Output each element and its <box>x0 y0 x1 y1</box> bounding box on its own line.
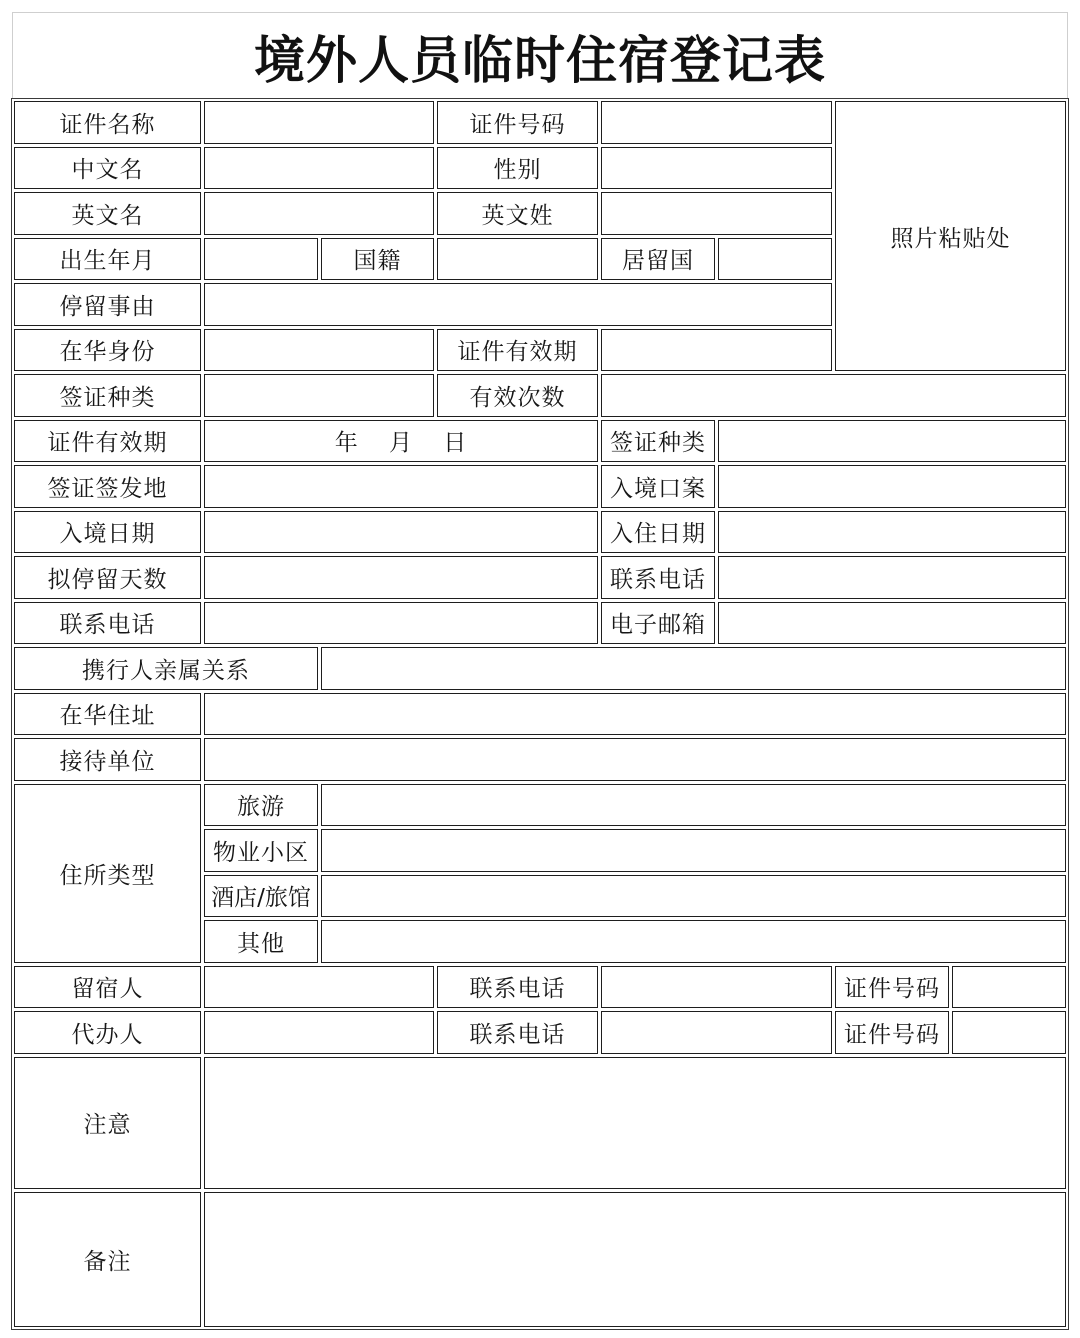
agent-field <box>204 1011 434 1054</box>
label-email: 电子邮箱 <box>601 602 715 645</box>
host-phone-field <box>601 966 832 1009</box>
title-box <box>12 12 1068 98</box>
id-number-field <box>601 101 832 144</box>
label-valid-entries: 有效次数 <box>437 374 598 417</box>
label-visa-issue-place: 签证签发地 <box>14 465 201 508</box>
nationality-field <box>437 238 598 281</box>
entry-date-field <box>204 511 598 554</box>
english-surname-field <box>601 192 832 235</box>
label-entry-date: 入境日期 <box>14 511 201 554</box>
label-id-number: 证件号码 <box>437 101 598 144</box>
registration-grid <box>14 101 1066 1327</box>
label-host-phone: 联系电话 <box>437 966 598 1009</box>
label-document-validity: 证件有效期 <box>14 420 201 463</box>
english-given-name-field <box>204 192 434 235</box>
birth-date-field <box>204 238 318 281</box>
date-format-text: 年 月 日 <box>334 430 468 457</box>
document-validity-date-field <box>204 420 598 463</box>
entry-port-field <box>718 465 1066 508</box>
label-nationality: 国籍 <box>321 238 434 281</box>
visa-issue-place-field <box>204 465 598 508</box>
option-other: 其他 <box>204 920 318 963</box>
checkin-date-field <box>718 511 1066 554</box>
label-agent-id-number: 证件号码 <box>835 1011 949 1054</box>
label-address-in-china: 在华住址 <box>14 693 201 736</box>
contact-phone-field <box>718 556 1066 599</box>
id-validity-field <box>601 329 832 372</box>
label-notice: 注意 <box>14 1057 201 1189</box>
label-id-validity: 证件有效期 <box>437 329 598 372</box>
label-contact-phone: 联系电话 <box>601 556 715 599</box>
label-remarks: 备注 <box>14 1192 201 1327</box>
chinese-name-field <box>204 147 434 190</box>
label-accommodation-type: 住所类型 <box>14 784 201 963</box>
address-in-china-field <box>204 693 1066 736</box>
label-status-in-china: 在华身份 <box>14 329 201 372</box>
label-checkin-date: 入住日期 <box>601 511 715 554</box>
valid-entries-field <box>601 374 1066 417</box>
label-visa-type: 签证种类 <box>14 374 201 417</box>
label-agent: 代办人 <box>14 1011 201 1054</box>
label-host-id-number: 证件号码 <box>835 966 949 1009</box>
label-agent-phone: 联系电话 <box>437 1011 598 1054</box>
host-field <box>204 966 434 1009</box>
label-chinese-name: 中文名 <box>14 147 201 190</box>
label-visa-category: 签证种类 <box>601 420 715 463</box>
label-gender: 性别 <box>437 147 598 190</box>
remarks-field <box>204 1192 1066 1327</box>
visa-category-field <box>718 420 1066 463</box>
label-stay-reason: 停留事由 <box>14 283 201 326</box>
label-planned-stay-days: 拟停留天数 <box>14 556 201 599</box>
label-host-unit: 接待单位 <box>14 738 201 781</box>
stay-reason-field <box>204 283 832 326</box>
planned-stay-days-field <box>204 556 598 599</box>
label-host: 留宿人 <box>14 966 201 1009</box>
residence-country-field <box>718 238 832 281</box>
option-hotel: 酒店/旅馆 <box>204 875 318 918</box>
form-title: 境外人员临时住宿登记表 <box>253 31 826 91</box>
label-residence-country: 居留国 <box>601 238 715 281</box>
agent-phone-field <box>601 1011 832 1054</box>
option-tourism: 旅游 <box>204 784 318 827</box>
label-entry-port: 入境口案 <box>601 465 715 508</box>
host-unit-field <box>204 738 1066 781</box>
label-birth-date: 出生年月 <box>14 238 201 281</box>
contact-phone-2-field <box>204 602 598 645</box>
companion-relation-field <box>321 647 1066 690</box>
other-field <box>321 920 1066 963</box>
property-community-field <box>321 829 1066 872</box>
visa-type-field <box>204 374 434 417</box>
id-type-field <box>204 101 434 144</box>
tourism-field <box>321 784 1066 827</box>
label-english-given-name: 英文名 <box>14 192 201 235</box>
label-english-surname: 英文姓 <box>437 192 598 235</box>
gender-field <box>601 147 832 190</box>
registration-table <box>11 98 1069 1330</box>
host-id-number-field <box>952 966 1066 1009</box>
agent-id-number-field <box>952 1011 1066 1054</box>
status-in-china-field <box>204 329 434 372</box>
label-companion-relation: 携行人亲属关系 <box>14 647 318 690</box>
label-id-type: 证件名称 <box>14 101 201 144</box>
label-contact-phone-2: 联系电话 <box>14 602 201 645</box>
photo-paste-area <box>835 101 1066 371</box>
email-field <box>718 602 1066 645</box>
photo-paste-label: 照片粘贴处 <box>890 225 1011 252</box>
option-property-community: 物业小区 <box>204 829 318 872</box>
notice-field <box>204 1057 1066 1189</box>
hotel-field <box>321 875 1066 918</box>
